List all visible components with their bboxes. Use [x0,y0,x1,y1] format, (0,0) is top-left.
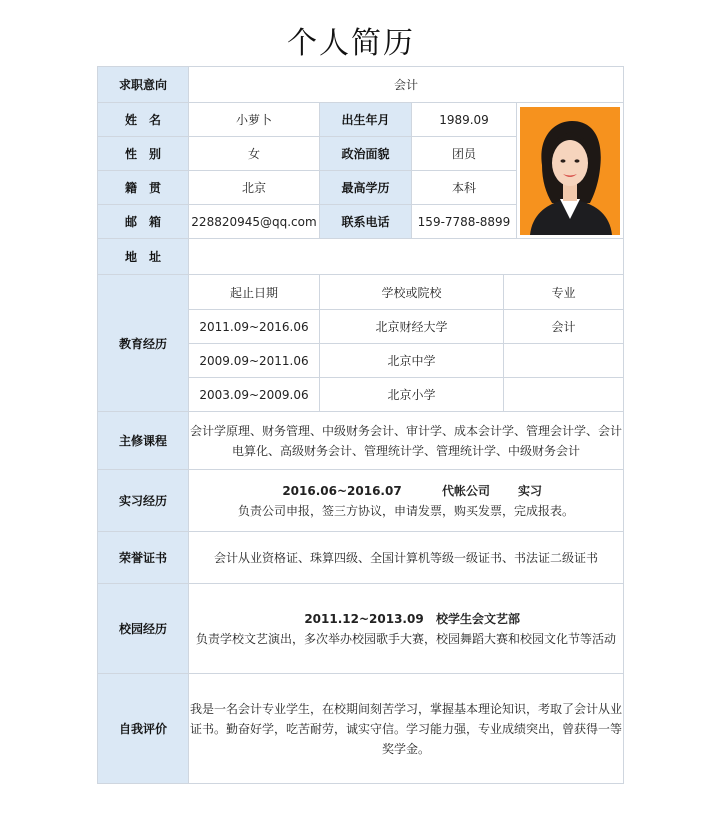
honors-row [98,532,624,584]
origin-label: 籍 贯 [98,171,189,205]
gender-label: 性 别 [98,137,189,171]
origin-value: 北京 [189,171,320,205]
edu-school: 北京中学 [320,344,504,378]
edu-major: 会计 [504,310,624,344]
campus-period: 2011.12~2013.09 [304,611,424,626]
campus-label: 校园经历 [98,584,189,674]
edu-header-dates: 起止日期 [189,275,320,310]
profile-photo [520,107,620,235]
degree-label: 最高学历 [320,171,412,205]
name-label: 姓 名 [98,103,189,137]
gender-value: 女 [189,137,320,171]
edu-school: 北京小学 [320,378,504,412]
birth-value: 1989.09 [412,103,517,137]
campus-heading [189,609,623,629]
degree-value: 本科 [412,171,517,205]
portrait-illustration [520,107,620,235]
honors-text: 会计从业资格证、珠算四级、全国计算机等级一级证书、书法证二级证书 [189,532,624,584]
edu-header-school: 学校或院校 [320,275,504,310]
internship-row [98,470,624,532]
edu-school: 北京财经大学 [320,310,504,344]
internship-period: 2016.06~2016.07 [282,483,402,498]
job-intent-value: 会计 [189,67,624,103]
internship-heading [189,481,623,501]
political-label: 政治面貌 [320,137,412,171]
campus-desc: 负责学校文艺演出，多次举办校园歌手大赛，校园舞蹈大赛和校园文化节等活动 [196,631,617,646]
email-label: 邮 箱 [98,205,189,239]
email-value: 228820945@qq.com [189,205,320,239]
phone-label: 联系电话 [320,205,412,239]
education-label: 教育经历 [98,275,189,412]
edu-dates: 2003.09~2009.06 [189,378,320,412]
personal-row-1 [98,103,624,137]
internship-content [189,470,624,532]
address-value [189,239,624,275]
self-eval-row [98,674,624,784]
resume-table [97,66,624,784]
job-intent-label: 求职意向 [98,67,189,103]
edu-major [504,344,624,378]
political-value: 团员 [412,137,517,171]
internship-desc: 负责公司申报，签三方协议，申请发票，购买发票，完成报表。 [238,503,575,518]
internship-label: 实习经历 [98,470,189,532]
campus-content [189,584,624,674]
address-row [98,239,624,275]
photo-cell [517,103,624,239]
self-eval-label: 自我评价 [98,674,189,784]
name-value: 小萝卜 [189,103,320,137]
phone-value: 159-7788-8899 [412,205,517,239]
edu-major [504,378,624,412]
education-header-row [98,275,624,310]
address-label: 地 址 [98,239,189,275]
edu-dates: 2009.09~2011.06 [189,344,320,378]
internship-role: 实习 [518,483,543,498]
campus-row [98,584,624,674]
birth-label: 出生年月 [320,103,412,137]
job-intent-row [98,67,624,103]
courses-row [98,412,624,470]
honors-label: 荣誉证书 [98,532,189,584]
internship-company: 代帐公司 [441,483,490,498]
campus-org: 校学生会文艺部 [436,611,521,626]
edu-header-major: 专业 [504,275,624,310]
edu-dates: 2011.09~2016.06 [189,310,320,344]
courses-label: 主修课程 [98,412,189,470]
resume-title: 个人简历 [287,26,415,61]
courses-text: 会计学原理、财务管理、中级财务会计、审计学、成本会计学、管理会计学、会计电算化、高级财务会计、管理统计学、管理统计学、中级财务会计 [189,412,624,470]
self-eval-text: 我是一名会计专业学生，在校期间刻苦学习，掌握基本理论知识，考取了会计从业证书。勤奋好学，吃苦耐劳，诚实守信。学习能力强，专业成绩突出，曾获得一等奖学金。 [189,674,624,784]
